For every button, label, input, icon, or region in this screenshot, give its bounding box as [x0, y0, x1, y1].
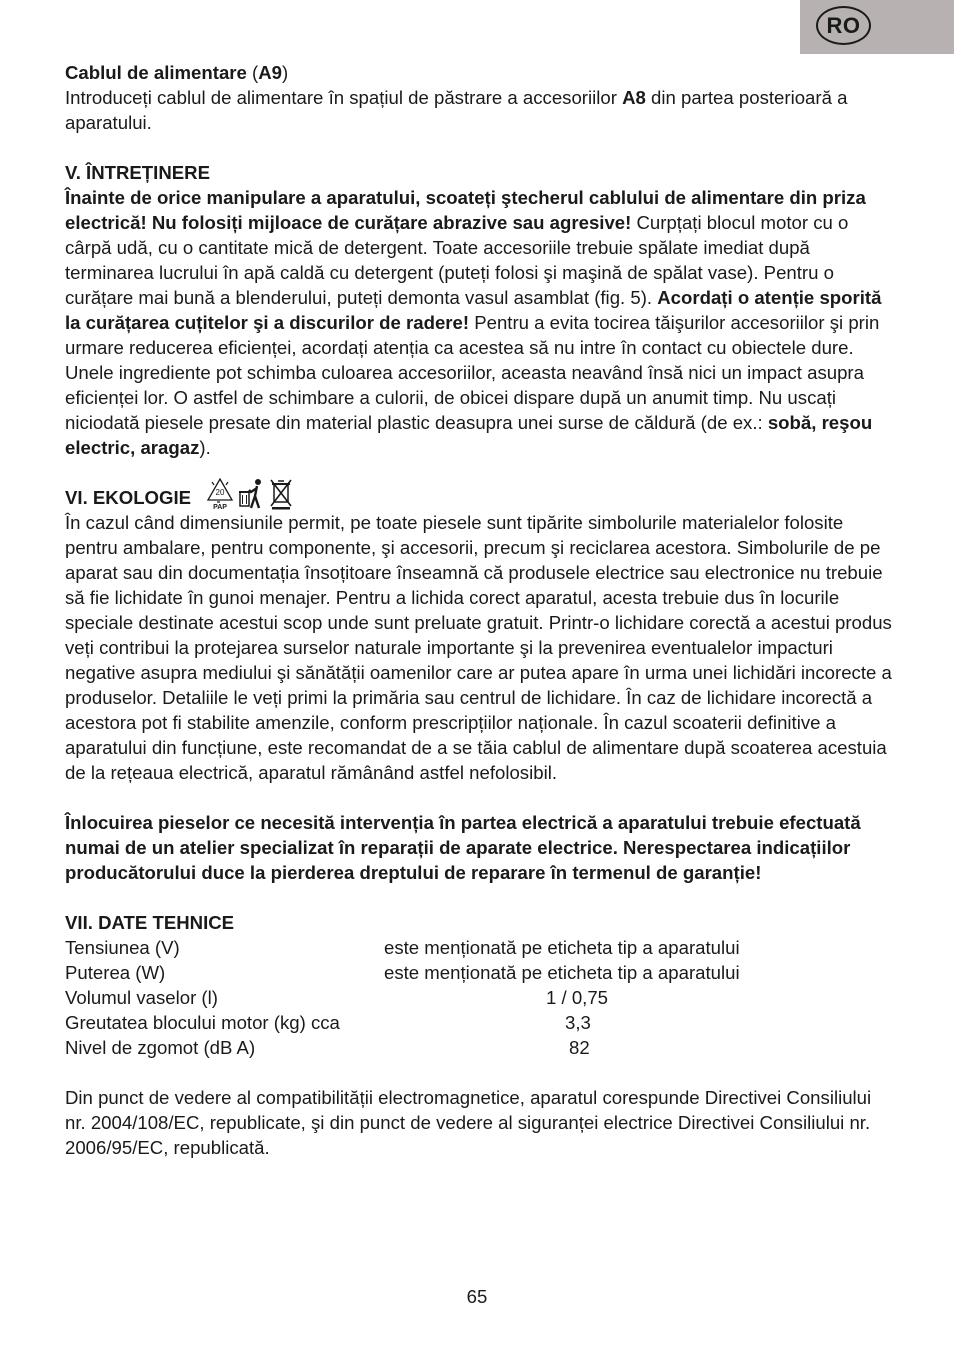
- spec-row-volume: [65, 985, 895, 1010]
- compliance-text: Din punct de vedere al compatibilității electromagnetice, aparatul corespunde Directivei Consiliului nr. 2004/108/EC, republicate, şi din punct de vedere al siguranței electrice Directivei Consiliului nr. 2006/95/EC, republicată.: [65, 1087, 872, 1158]
- cable-title: Cablul de alimentare: [65, 62, 247, 83]
- ecology-heading-row: [65, 485, 895, 510]
- spec-row-voltage: [65, 935, 895, 960]
- spec-label: Nivel de zgomot (dB A): [65, 1037, 256, 1058]
- spec-label: Tensiunea (V): [65, 937, 180, 958]
- maintenance-warning: Înainte de orice manipulare a aparatului, scoateți ştecherul cablului de alimentare din priza electrică! Nu folosiți mijloace de curățare abrazive sau agresive!: [65, 187, 866, 233]
- language-badge: RO: [816, 6, 871, 45]
- maintenance-text: Înainte de orice manipulare a aparatului, scoateți ştecherul cablului de alimentare din priza electrică! Nu folosiți mijloace de curățare abrazive sau agresive! Curpțați blocul motor cu o cârpă udă, cu o cantitate mică de detergent. Toate accesoriile trebuie spălate imediat după terminarea lucrului în apă caldă cu detergent (puteți folosi şi maşină de spălat vase). Pentru o curățare mai bună a blenderului, puteți demonta vasul asamblat (fig. 5). Acordați o atenție sporită la curățarea cuțitelor şi a discurilor de radere! Pentru a evita tocirea tăişurilor accesoriilor şi prin urmare reducerea eficienței, acordați atenția ca acestea să nu intre în contact cu obiectele dure. Unele ingrediente pot schimba culoarea accesoriilor, aceasta neavând însă nici un impact asupra eficienței lor. O astfel de schimbare a culorii, de obicei dispare după un anumit timp. Nu uscați niciodată piesele presate din material plastic deasupra unei surse de căldură (de ex.: sobă, reşou electric, aragaz).: [65, 187, 882, 458]
- spec-label: Puterea (W): [65, 962, 166, 983]
- recycle-pap-icon: [205, 476, 235, 510]
- ecology-text: În cazul când dimensiunile permit, pe toate piesele sunt tipărite simbolurile materialelor folosite pentru ambalare, pentru componente, şi accesorii, precum şi reciclarea acestora. Simbolurile de pe aparat sau din documentația însoțitoare înseamnă că produsele electrice sau electronice nu trebuie să fie lichidate în gunoi menajer. Pentru a lichida corect aparatul, acesta trebuie dus în locurile speciale destinate acestui scop unde sunt preluate gratuit. Printr-o lichidare corectă a acestui produs veți contribui la protejarea surselor naturale importante şi la prevenirea eventualelor impacturi negative asupra mediului şi sănătății oamenilor care ar putea apare în urma unei lichidări incorecte a produselor. Detaliile le veți primi la primăria sau centrul de lichidare. În caz de lichidare incorectă a acestora pot fi stabilite amenzile, conform prescripțiilor naționale. În cazul scoaterii definitive a aparatului din funcțiune, este recomandat de a se tăia cablul de alimentare după scoaterea acestuia de la rețeaua electrică, aparatul rămânând astfel nefolosibil.: [65, 512, 892, 783]
- ecology-heading: VI. EKOLOGIE: [65, 487, 192, 508]
- spec-value: este menționată pe eticheta tip a aparatului: [384, 937, 740, 958]
- spec-row-noise: [65, 1035, 895, 1060]
- spec-value: este menționată pe eticheta tip a aparatului: [384, 962, 740, 983]
- spec-row-weight: [65, 1010, 895, 1035]
- spec-value: 1 / 0,75: [546, 987, 609, 1008]
- page-content: [65, 60, 895, 1160]
- page-number: 65: [466, 1286, 488, 1307]
- cable-text: Introduceți cablul de alimentare în spațiul de păstrare a accesoriilor: [65, 87, 623, 108]
- spec-row-power: [65, 960, 895, 985]
- tech-heading: VII. DATE TEHNICE: [65, 912, 235, 933]
- ecology-icons: [205, 476, 293, 510]
- language-tab: [800, 0, 954, 54]
- blade-warning: Acordați o atenție sporită la curățarea cuțitelor şi a discurilor de radere!: [65, 287, 882, 333]
- accessory-code: A8: [622, 87, 646, 108]
- svg-text:PAP: PAP: [213, 504, 227, 510]
- heat-sources: sobă, reşou electric, aragaz: [65, 412, 873, 458]
- tech-specs-table: [65, 935, 895, 1060]
- spec-label: Volumul vaselor (l): [65, 987, 218, 1008]
- svg-text:20: 20: [215, 488, 225, 497]
- tidyman-icon: [237, 478, 267, 510]
- spec-value: 82: [569, 1037, 590, 1058]
- spec-label: Greutatea blocului motor (kg) cca: [65, 1012, 340, 1033]
- maintenance-heading: V. ÎNTREȚINERE: [65, 162, 210, 183]
- crossed-bin-icon: [269, 478, 293, 510]
- cable-section: Cablul de alimentare (A9) Introduceți cablul de alimentare în spațiul de păstrare a accesoriilor A8 din partea posterioară a aparatului.: [65, 62, 848, 133]
- cable-code: A9: [258, 62, 283, 83]
- spec-value: 3,3: [565, 1012, 591, 1033]
- repair-note: Înlocuirea pieselor ce necesită intervenția în partea electrică a aparatului trebuie efectuată numai de un atelier specializat în reparații de aparate electrice. Nerespectarea indicațiilor producătorului duce la pierderea dreptului de reparare în termenul de garanție!: [65, 812, 861, 883]
